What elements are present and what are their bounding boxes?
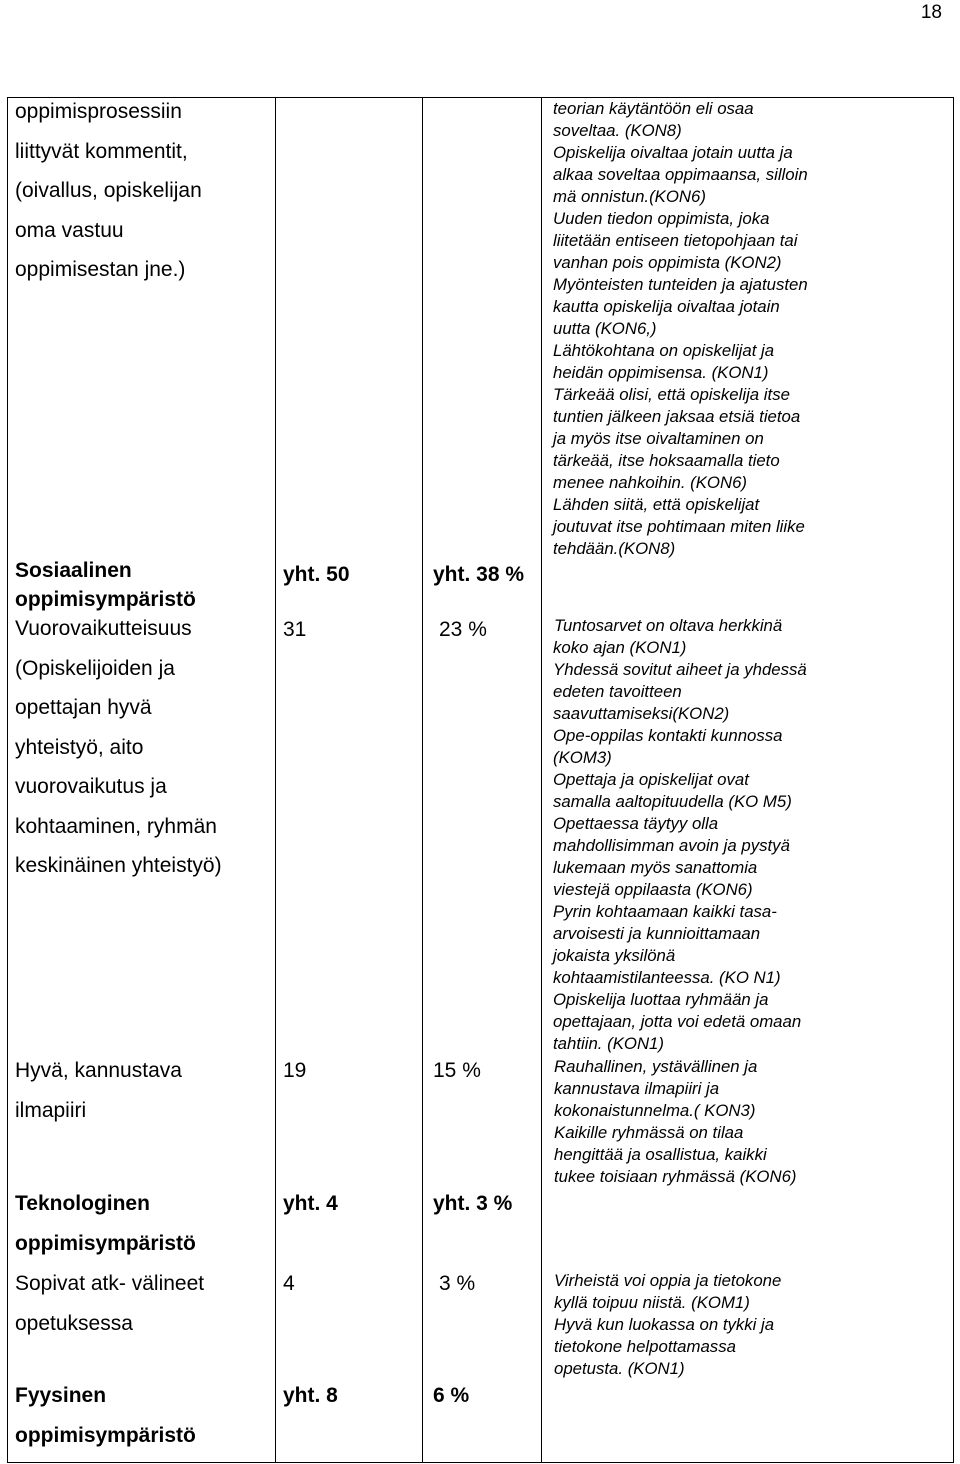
comment-line: Lähden siitä, että opiskelijat: [553, 495, 760, 514]
row-teknologinen-percent: yht. 3 %: [433, 1192, 513, 1215]
category-line: ilmapiiri: [15, 1098, 87, 1122]
comment-line: Uuden tiedon oppimista, joka: [553, 209, 770, 228]
row-ilmapiiri-category: [15, 1051, 182, 1130]
comment-line: Rauhallinen, ystävällinen ja: [554, 1057, 758, 1076]
row-prev-comments: [553, 98, 808, 560]
category-line: oppimisympäristö: [15, 588, 196, 611]
comment-line: samalla aaltopituudella (KO M5): [553, 792, 792, 811]
category-line: Sosiaalinen: [15, 559, 132, 582]
row-vuorovaikutteisuus-percent: 23 %: [439, 618, 487, 641]
page-number: 18: [920, 2, 942, 23]
category-line: vuorovaikutus ja: [15, 775, 167, 798]
comment-line: Virheistä voi oppia ja tietokone: [554, 1271, 782, 1290]
comment-line: Tärkeää olisi, että opiskelija itse: [553, 385, 790, 404]
comment-line: mahdollisimman avoin ja pystyä: [553, 836, 790, 855]
comment-line: Opettaessa täytyy olla: [553, 814, 719, 833]
comment-line: Yhdessä sovitut aiheet ja yhdessä: [553, 660, 807, 679]
comment-line: Kaikille ryhmässä on tilaa: [554, 1123, 744, 1142]
comment-line: Opiskelija oivaltaa jotain uutta ja: [553, 143, 793, 162]
table-border-right: [953, 97, 954, 1463]
comment-line: liitetään entiseen tietopohjaan tai: [553, 231, 798, 250]
comment-line: vanhan pois oppimista (KON2): [553, 253, 782, 272]
comment-line: uutta (KON6,): [553, 319, 657, 338]
comment-line: Myönteisten tunteiden ja ajatusten: [553, 275, 808, 294]
comment-line: tehdään.(KON8): [553, 539, 676, 558]
category-line: oppimisympäristö: [15, 1231, 196, 1255]
category-line: Teknologinen: [15, 1192, 150, 1215]
comment-line: Pyrin kohtaamaan kaikki tasa-: [553, 902, 777, 921]
comment-line: Ope-oppilas kontakti kunnossa: [553, 726, 783, 745]
comment-line: heidän oppimisensa. (KON1): [553, 363, 769, 382]
comment-line: arvoisesti ja kunnioittamaan: [553, 924, 761, 943]
comment-line: opettajaan, jotta voi edetä omaan: [553, 1012, 802, 1031]
row-sosiaalinen-category: [15, 556, 196, 614]
comment-line: koko ajan (KON1): [553, 638, 687, 657]
category-line: opettajan hyvä: [15, 696, 152, 719]
comment-line: kautta opiskelija oivaltaa jotain: [553, 297, 780, 316]
table-divider-3: [541, 97, 542, 1463]
comment-line: Opettaja ja opiskelijat ovat: [553, 770, 749, 789]
table-divider-2: [422, 97, 423, 1463]
comment-line: alkaa soveltaa oppimaansa, silloin: [553, 165, 808, 184]
row-fyysinen-percent: 6 %: [433, 1384, 470, 1407]
row-teknologinen-category: [15, 1184, 196, 1263]
row-prev-category: [15, 92, 202, 290]
comment-line: teorian käytäntöön eli osaa: [553, 99, 754, 118]
row-teknologinen-count: yht. 4: [283, 1192, 338, 1215]
row-fyysinen-category: [15, 1376, 196, 1455]
category-line: opetuksessa: [15, 1311, 133, 1335]
comment-line: viestejä oppilaasta (KON6): [553, 880, 753, 899]
comment-line: Opiskelija luottaa ryhmään ja: [553, 990, 769, 1009]
comment-line: joutuvat itse pohtimaan miten liike: [553, 517, 805, 536]
row-ilmapiiri-comments: [554, 1056, 797, 1188]
comment-line: saavuttamiseksi(KON2): [553, 704, 730, 723]
table-divider-1: [275, 97, 276, 1463]
category-line: oppimisympäristö: [15, 1423, 196, 1447]
category-line: liittyvät kommentit,: [15, 139, 188, 163]
row-ilmapiiri-percent: 15 %: [433, 1059, 481, 1082]
category-line: (oivallus, opiskelijan: [15, 179, 202, 202]
comment-line: kannustava ilmapiiri ja: [554, 1079, 720, 1098]
comment-line: tahtiin. (KON1): [553, 1034, 664, 1053]
comment-line: tuntien jälkeen jaksaa etsiä tietoa: [553, 407, 801, 426]
row-sosiaalinen-count: yht. 50: [283, 563, 350, 586]
comment-line: kohtaamistilanteessa. (KO N1): [553, 968, 781, 987]
comment-line: hengittää ja osallistua, kaikki: [554, 1145, 767, 1164]
comment-line: tukee toisiaan ryhmässä (KON6): [554, 1167, 797, 1186]
table-border-left: [7, 97, 8, 1463]
comment-line: soveltaa. (KON8): [553, 121, 682, 140]
comment-line: Hyvä kun luokassa on tykki ja: [554, 1315, 775, 1334]
category-line: Hyvä, kannustava: [15, 1059, 182, 1082]
row-vuorovaikutteisuus-category: [15, 609, 222, 886]
category-line: oppimisestan jne.): [15, 258, 186, 281]
category-line: keskinäinen yhteistyö): [15, 854, 222, 877]
comment-line: (KOM3): [553, 748, 612, 767]
row-sosiaalinen-percent: yht. 38 %: [433, 563, 525, 586]
row-fyysinen-count: yht. 8: [283, 1384, 338, 1407]
comment-line: jokaista yksilönä: [553, 946, 676, 965]
row-atk-percent: 3 %: [439, 1272, 476, 1295]
comment-line: mä onnistun.(KON6): [553, 187, 706, 206]
table-border-bottom: [7, 1462, 953, 1463]
comment-line: tietokone helpottamassa: [554, 1337, 736, 1356]
category-line: oppimisprosessiin: [15, 100, 182, 123]
comment-line: lukemaan myös sanattomia: [553, 858, 758, 877]
row-vuorovaikutteisuus-count: 31: [283, 618, 307, 641]
row-atk-count: 4: [283, 1272, 295, 1295]
category-line: yhteistyö, aito: [15, 735, 144, 759]
category-line: Fyysinen: [15, 1384, 107, 1407]
comment-line: Tuntosarvet on oltava herkkinä: [554, 616, 783, 635]
comment-line: edeten tavoitteen: [553, 682, 682, 701]
comment-line: ja myös itse oivaltaminen on: [553, 429, 764, 448]
category-line: kohtaaminen, ryhmän: [15, 814, 217, 838]
category-line: Sopivat atk- välineet: [15, 1272, 205, 1295]
row-atk-comments: [554, 1270, 781, 1380]
comment-line: kyllä toipuu niistä. (KOM1): [554, 1293, 750, 1312]
category-line: oma vastuu: [15, 218, 124, 242]
comment-line: menee nahkoihin. (KON6): [553, 473, 748, 492]
row-vuorovaikutteisuus-comments: [553, 615, 807, 1055]
row-ilmapiiri-count: 19: [283, 1059, 307, 1082]
category-line: Vuorovaikutteisuus: [15, 617, 192, 640]
row-atk-category: [15, 1264, 204, 1343]
comment-line: Lähtökohtana on opiskelijat ja: [553, 341, 775, 360]
category-line: (Opiskelijoiden ja: [15, 656, 175, 680]
comment-line: opetusta. (KON1): [554, 1359, 685, 1378]
comment-line: kokonaistunnelma.( KON3): [554, 1101, 756, 1120]
comment-line: tärkeää, itse hoksaamalla tieto: [553, 451, 780, 470]
